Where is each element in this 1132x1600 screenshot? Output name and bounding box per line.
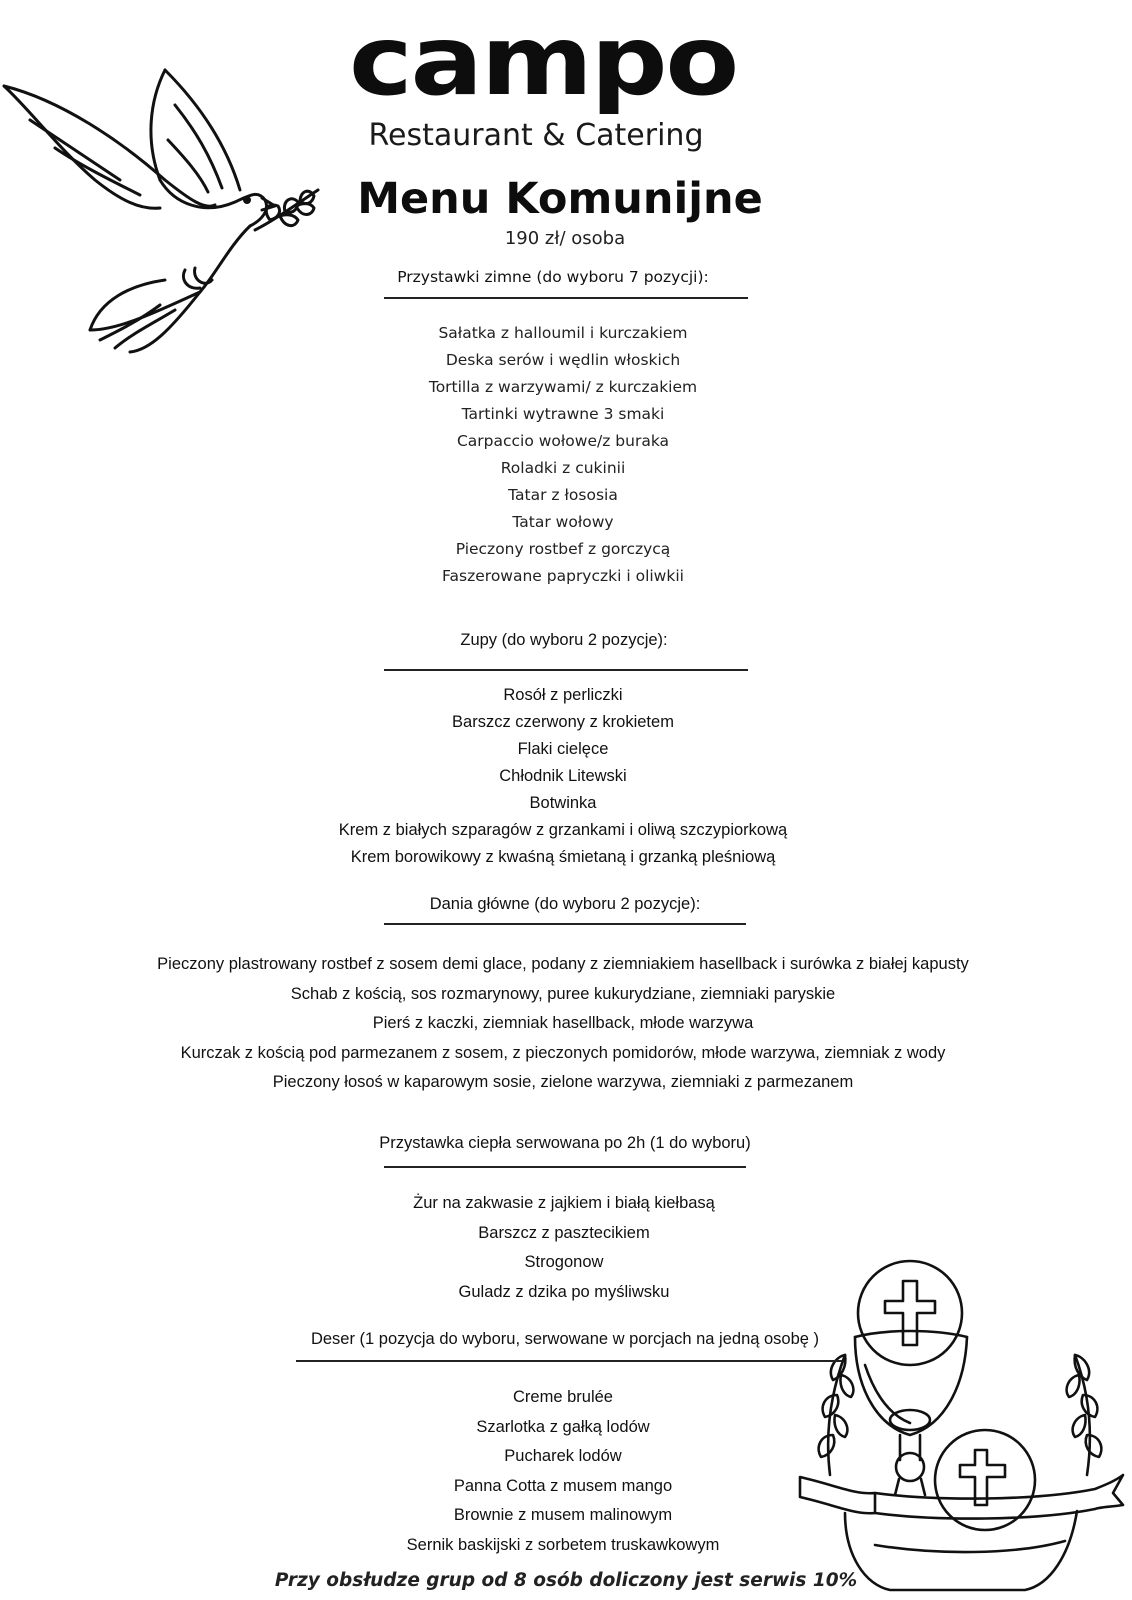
logo-text: campo bbox=[349, 5, 737, 117]
soups-divider bbox=[384, 669, 748, 671]
list-item: Pierś z kaczki, ziemniak hasellback, młode warzywa bbox=[372, 1014, 754, 1032]
cold-starters-list bbox=[0, 320, 1126, 590]
mains-divider bbox=[384, 923, 746, 925]
list-item: Guladz z dzika po myśliwsku bbox=[458, 1282, 670, 1301]
list-item: Carpaccio wołowe/z buraka bbox=[456, 432, 670, 450]
soups-list bbox=[0, 682, 1126, 871]
list-item: Schab z kością, sos rozmarynowy, puree kukurydziane, ziemniaki paryskie bbox=[290, 984, 836, 1003]
menu-price: 190 zł/ osoba bbox=[504, 228, 626, 249]
list-item: Krem borowikowy z kwaśną śmietaną i grzanką pleśniową bbox=[350, 848, 776, 866]
dessert-heading: Deser (1 pozycja do wyboru, serwowane w porcjach na jedną osobę ) bbox=[310, 1330, 820, 1348]
list-item: Barszcz czerwony z krokietem bbox=[452, 713, 674, 731]
dessert-list bbox=[0, 1383, 1126, 1560]
list-item: Barszcz z pasztecikiem bbox=[478, 1223, 650, 1242]
list-item: Tatar z łososia bbox=[508, 486, 618, 504]
list-item: Panna Cotta z musem mango bbox=[453, 1476, 673, 1495]
list-item: Pucharek lodów bbox=[504, 1447, 622, 1465]
list-item: Botwinka bbox=[529, 794, 597, 812]
mains-heading: Dania główne (do wyboru 2 pozycje): bbox=[429, 895, 701, 913]
list-item: Roladki z cukinii bbox=[500, 459, 626, 477]
list-item: Sernik baskijski z sorbetem truskawkowym bbox=[406, 1535, 720, 1554]
mains-list bbox=[0, 950, 1126, 1098]
warm-starter-list bbox=[0, 1189, 1128, 1307]
list-item: Deska serów i wędlin włoskich bbox=[445, 351, 681, 369]
warm-starter-heading: Przystawka ciepła serwowana po 2h (1 do wyboru) bbox=[379, 1134, 751, 1152]
list-item: Pieczony rostbef z gorczycą bbox=[455, 540, 671, 558]
cold-starters-divider bbox=[384, 297, 748, 299]
list-item: Żur na zakwasie z jajkiem i białą kiełbasą bbox=[413, 1194, 715, 1212]
list-item: Tartinki wytrawne 3 smaki bbox=[461, 405, 665, 423]
list-item: Sałatka z halloumil i kurczakiem bbox=[438, 324, 688, 342]
list-item: Rosół z perliczki bbox=[503, 686, 623, 704]
list-item: Pieczony plastrowany rostbef z sosem demi glace, podany z ziemniakiem hasellback i surówka z białej kapusty bbox=[157, 955, 969, 973]
list-item: Tatar wołowy bbox=[512, 513, 614, 531]
cold-starters-heading: Przystawki zimne (do wyboru 7 pozycji): bbox=[397, 268, 709, 286]
brand-subtitle: Restaurant & Catering bbox=[368, 118, 704, 153]
list-item: Brownie z musem malinowym bbox=[453, 1506, 673, 1524]
list-item: Faszerowane papryczki i oliwkii bbox=[442, 567, 684, 585]
dessert-divider bbox=[296, 1360, 842, 1362]
soups-heading: Zupy (do wyboru 2 pozycje): bbox=[460, 631, 668, 649]
service-charge-note: Przy obsłudze grup od 8 osób doliczony jest serwis 10% bbox=[274, 1570, 858, 1591]
menu-title: Menu Komunijne bbox=[357, 174, 763, 224]
list-item: Creme brulée bbox=[513, 1388, 613, 1406]
list-item: Chłodnik Litewski bbox=[499, 767, 627, 785]
list-item: Strogonow bbox=[524, 1253, 604, 1271]
list-item: Tortilla z warzywami/ z kurczakiem bbox=[428, 378, 698, 396]
list-item: Krem z białych szparagów z grzankami i oliwą szczypiorkową bbox=[338, 821, 788, 839]
list-item: Pieczony łosoś w kaparowym sosie, zielone warzywa, ziemniaki z parmezanem bbox=[272, 1073, 854, 1091]
list-item: Szarlotka z gałką lodów bbox=[476, 1417, 650, 1436]
list-item: Kurczak z kością pod parmezanem z sosem, z pieczonych pomidorów, młode warzywa, ziemniak z wody bbox=[180, 1043, 946, 1062]
list-item: Flaki cielęce bbox=[517, 740, 609, 758]
warm-starter-divider bbox=[384, 1166, 746, 1168]
